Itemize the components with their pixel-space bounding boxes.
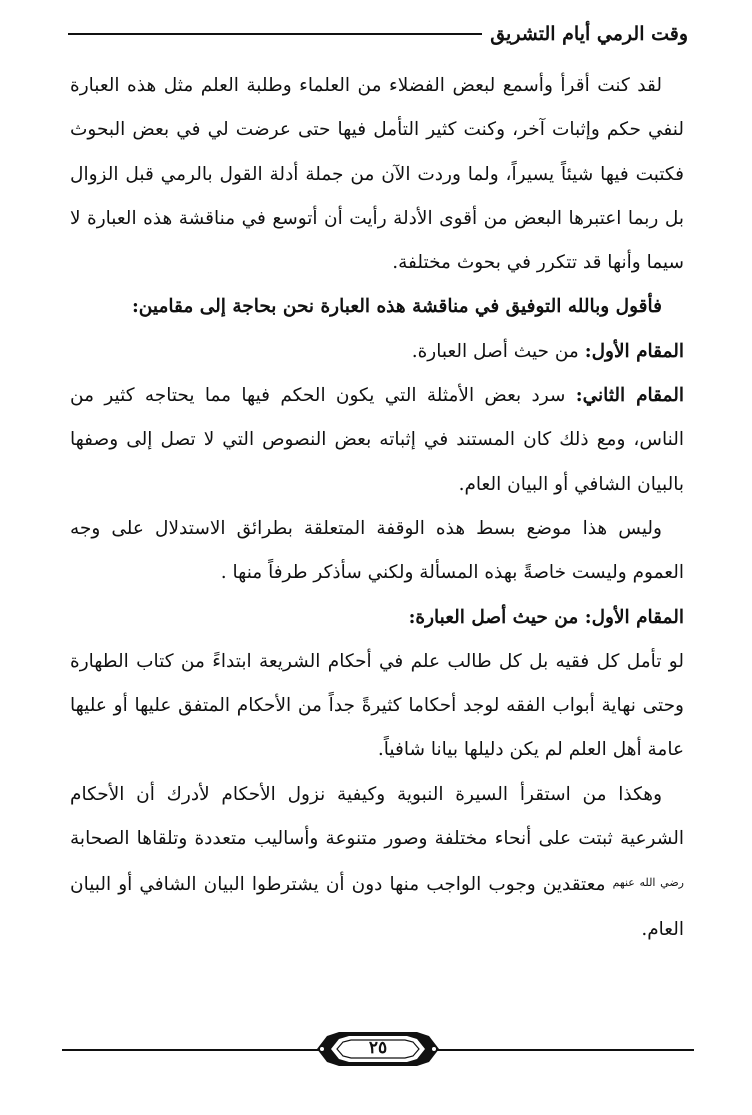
header-rule	[68, 33, 482, 35]
paragraph-maqam-2	[70, 374, 684, 507]
paragraph-if-every-jurist: لو تأمل كل فقيه بل كل طالب علم في أحكام الشريعة ابتداءً من كتاب الطهارة وحتى نهاية أبواب الفقه لوجد أحكاما كثيرةً جداً من الأحكام المتفق عليها أو عليها عامة أهل العلم لم يكن دليلها بيانا شافياً.	[70, 650, 684, 761]
page-number: ٢٥	[368, 1038, 388, 1058]
page-footer	[62, 1028, 694, 1072]
header-title: وقت الرمي أيام التشريق	[490, 23, 688, 45]
running-header	[68, 14, 688, 54]
paragraph-maqam-1	[70, 330, 684, 374]
paragraph-text-after: معتقدين وجوب الواجب منها دون أن يشترطوا البيان الشافي أو البيان العام.	[70, 874, 684, 940]
paragraph-text-before: وهكذا من استقرأ السيرة النبوية وكيفية نزول الأحكام لأدرك أن الأحكام الشرعية ثبتت على أنحاء مختلفة وصور متنوعة وأساليب متعددة وتلقاها الصحابة	[70, 783, 684, 850]
honorific-glyph: رضي الله عنهم	[612, 876, 684, 890]
paragraph-prophetic-biography	[70, 773, 684, 952]
paragraph-intro: لقد كنت أقرأ وأسمع لبعض الفضلاء من العلماء وطلبة العلم مثل هذه العبارة لنفي حكم وإثبات آخر، وكنت كثير التأمل فيها حتى عرضت لي في بعض البحوث فكتبت فيها شيئاً يسيراً، ولما وردت الآن من جملة أدلة القول بالرمي قبل الزوال بل ربما اعتبرها البعض من أقوى الأدلة رأيت أن أتوسع في مناقشة هذه العبارة لا سيما وأنها قد تتكرر في بحوث مختلفة.	[70, 75, 684, 274]
maqam-1-label: المقام الأول:	[584, 340, 684, 362]
section-heading: المقام الأول: من حيث أصل العبارة:	[408, 606, 684, 628]
paragraph-not-the-place: وليس هذا موضع بسط هذه الوقفة المتعلقة بطرائق الاستدلال على وجه العموم وليست خاصةً بهذه المسألة ولكني سأذكر طرفاً منها .	[70, 517, 684, 584]
paragraph-two-positions: فأقول وبالله التوفيق في مناقشة هذه العبارة نحن بحاجة إلى مقامين:	[131, 296, 662, 318]
body-text	[70, 64, 684, 952]
page-number-ornament	[313, 1028, 443, 1070]
maqam-1-text: من حيث أصل العبارة.	[411, 340, 585, 362]
maqam-2-label: المقام الثاني:	[575, 385, 684, 407]
maqam-2-text: سرد بعض الأمثلة التي يكون الحكم فيها مما يحتاجه كثير من الناس، ومع ذلك كان المستند في إثباته بعض النصوص التي لا تصل إلى وصفها بالبيان الشافي أو البيان العام.	[70, 385, 684, 495]
